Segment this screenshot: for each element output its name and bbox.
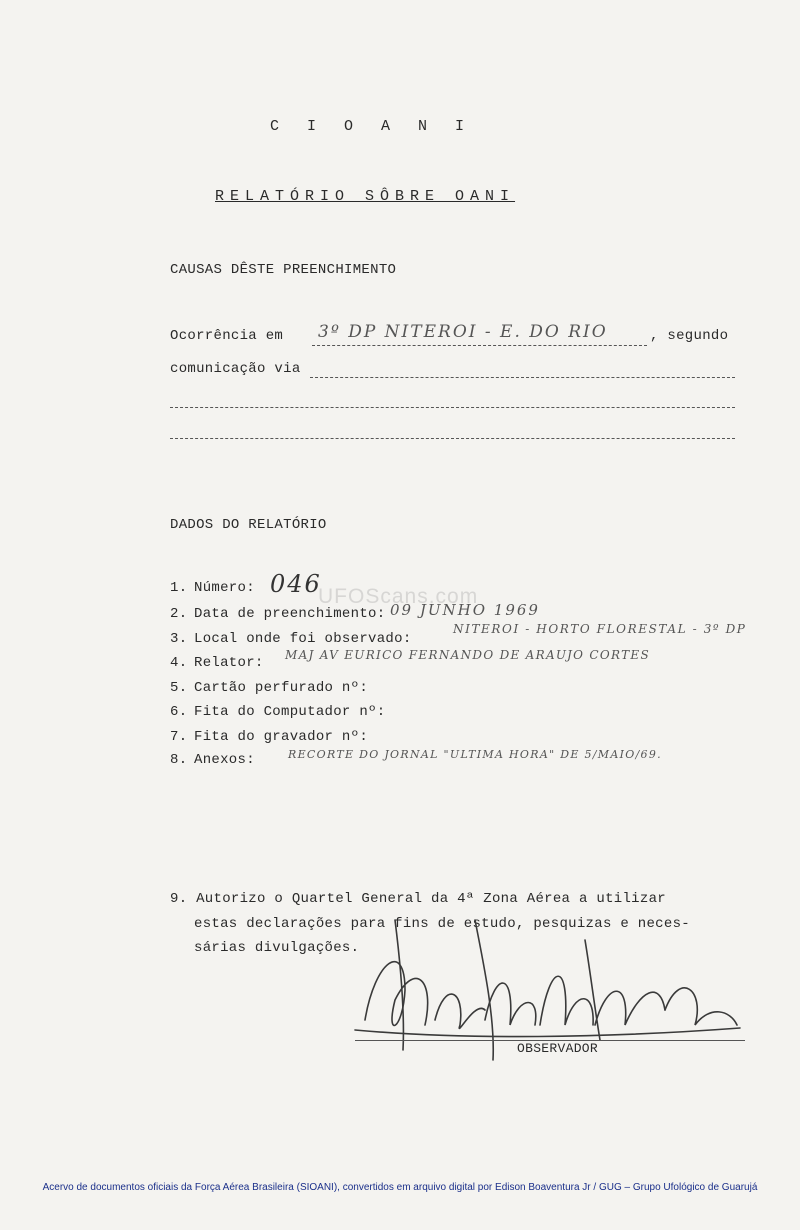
signature-caption: OBSERVADOR	[517, 1041, 599, 1056]
report-heading: DADOS DO RELATÓRIO	[170, 517, 327, 533]
report-item-date: 2. Data de preenchimento:	[170, 606, 386, 622]
authorization-line-2: estas declarações para fins de estudo, pesquizas e neces-	[194, 916, 690, 932]
report-item-attachments-value: RECORTE DO JORNAL "ULTIMA HORA" DE 5/MAIO/69.	[288, 748, 662, 761]
report-item-number: 1. Número:	[170, 580, 255, 596]
report-item-number-value: 046	[270, 570, 322, 598]
blank-line-2	[170, 438, 735, 439]
report-item-reporter: 4. Relator:	[170, 655, 264, 671]
watermark: UFOScans.com	[318, 585, 479, 608]
report-title: RELATÓRIO SÔBRE OANI	[215, 188, 516, 205]
report-item-punch-card: 5. Cartão perfurado nº:	[170, 680, 369, 696]
report-item-attachments: 8. Anexos:	[170, 752, 255, 768]
report-item-date-value: 09 JUNHO 1969	[390, 601, 540, 619]
blank-line-1	[170, 407, 735, 408]
report-item-location-value: NITEROI - HORTO FLORESTAL - 3º DP	[453, 622, 747, 636]
authorization-line-3: sárias divulgações.	[194, 940, 360, 956]
archive-footer: Acervo de documentos oficiais da Força Aérea Brasileira (SIOANI), convertidos em arquivo digital por Edison Boaventura Jr / GUG – Grupo Ufológico de Guarujá	[42, 1182, 758, 1193]
communication-line	[310, 377, 735, 378]
occurrence-line	[312, 345, 647, 346]
report-item-recorder-tape: 7. Fita do gravador nº:	[170, 729, 369, 745]
occurrence-value: 3º DP NITEROI - E. DO RIO	[318, 322, 608, 342]
org-title: CIOANI	[270, 118, 493, 135]
authorization-line-1: 9. Autorizo o Quartel General da 4ª Zona Aérea a utilizar	[170, 891, 666, 907]
communication-label: comunicação via	[170, 361, 301, 377]
report-item-reporter-value: MAJ AV EURICO FERNANDO DE ARAUJO CORTES	[285, 648, 651, 662]
report-item-computer-tape: 6. Fita do Computador nº:	[170, 704, 386, 720]
according-label: , segundo	[650, 328, 729, 344]
occurrence-label: Ocorrência em	[170, 328, 284, 344]
report-item-location: 3. Local onde foi observado:	[170, 631, 412, 647]
causes-heading: CAUSAS DÊSTE PREENCHIMENTO	[170, 262, 397, 278]
